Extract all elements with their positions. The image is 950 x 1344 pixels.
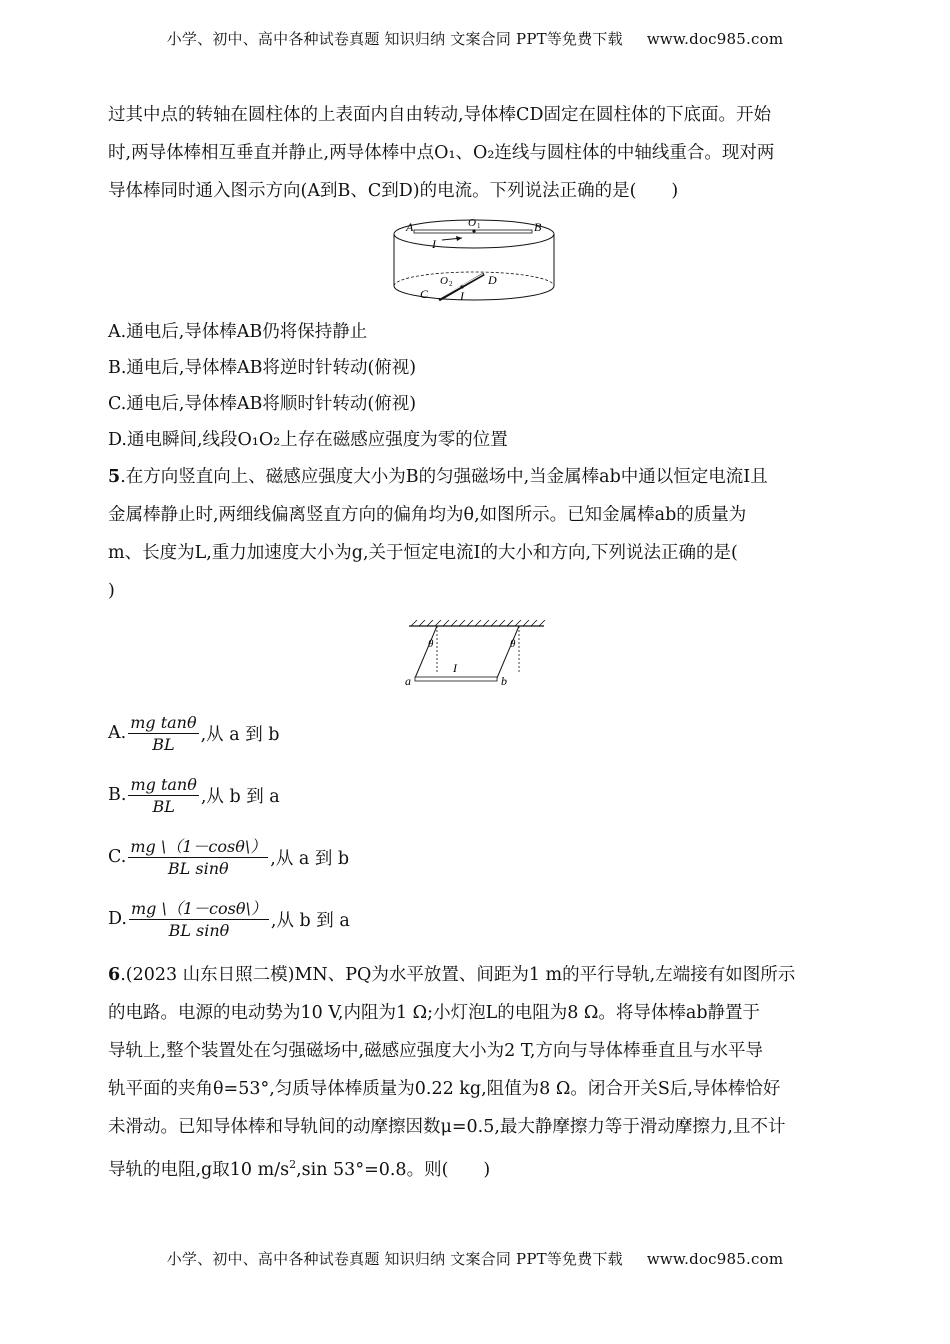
q4-option-c: C.通电后,导体棒AB将顺时针转动(俯视) (108, 394, 417, 414)
q5-option-a-den: BL (152, 734, 175, 754)
q4-fig-label-a: A (406, 220, 414, 234)
q5-fig-label-i: I (453, 661, 457, 675)
q4-option-a: A.通电后,导体棒AB仍将保持静止 (108, 322, 368, 342)
q5-option-c-letter: C. (108, 847, 127, 867)
q4-option-b: B.通电后,导体棒AB将逆时针转动(俯视) (108, 358, 417, 378)
footer-text: 小学、初中、高中各种试卷真题 知识归纳 文案合同 PPT等免费下载 (166, 1250, 623, 1268)
q4-fig-label-i-top: I (432, 237, 436, 251)
q5-option-d-letter: D. (108, 909, 127, 929)
q5-option-b (108, 764, 840, 826)
q6-line-6-sup: 2 (289, 1158, 297, 1171)
q5-fig-theta-right: θ (510, 638, 516, 650)
q5-option-b-tail: ,从 b 到 a (200, 786, 280, 807)
q4-option-d: D.通电瞬间,线段O₁O₂上存在磁感应强度为零的位置 (108, 430, 508, 450)
q5-option-c-tail: ,从 a 到 b (270, 848, 350, 869)
page-footer (0, 1248, 950, 1269)
q5-option-a (108, 702, 840, 764)
q5-option-b-letter: B. (108, 785, 127, 805)
q4-line-1: 过其中点的转轴在圆柱体的上表面内自由转动,导体棒CD固定在圆柱体的下底面。开始 (108, 105, 771, 125)
q4-fig-label-i-bot: I (460, 289, 464, 303)
q4-fig-label-c: C (420, 287, 429, 301)
q6-line-6a: 导轨的电阻,g取10 m/s (108, 1160, 290, 1180)
q5-figure-rod (399, 616, 549, 696)
q4-figure-cylinder (384, 214, 564, 310)
q5-option-d (108, 888, 840, 950)
q4-line-3: 导体棒同时通入图示方向(A到B、C到D)的电流。下列说法正确的是( ) (108, 181, 679, 201)
q6-line-6b: ,sin 53°=0.8。则( ) (296, 1160, 491, 1180)
q5-option-d-num: mg \（1－cosθ\） (130, 898, 267, 918)
header-text: 小学、初中、高中各种试卷真题 知识归纳 文案合同 PPT等免费下载 (166, 30, 623, 48)
q4-fig-label-o2-sub: 2 (449, 280, 453, 288)
q5-number: 5 (108, 467, 121, 487)
q5-line-4: ) (108, 581, 115, 601)
q5-line-2: 金属棒静止时,两细线偏离竖直方向的偏角均为θ,如图所示。已知金属棒ab的质量为 (108, 505, 747, 525)
q5-option-a-fraction (128, 712, 198, 755)
q6-number: 6 (108, 965, 121, 985)
header-site: www.doc985.com (646, 30, 784, 48)
q6-line-6 (108, 1146, 840, 1189)
page-header (0, 28, 950, 49)
q4-fig-label-o1-sub: 1 (477, 222, 481, 230)
footer-site: www.doc985.com (646, 1250, 784, 1268)
q4-fig-label-o1: O (468, 217, 476, 229)
q6-line-1 (108, 956, 840, 994)
q5-option-d-den: BL sinθ (168, 920, 230, 940)
q6-line-1-text: .(2023 山东日照二模)MN、PQ为水平放置、间距为1 m的平行导轨,左端接有如图所示 (120, 965, 796, 985)
q5-option-b-den: BL (152, 796, 175, 816)
q5-line-1-text: .在方向竖直向上、磁感应强度大小为B的匀强磁场中,当金属棒ab中通以恒定电流I且 (120, 467, 768, 487)
q5-line-3: m、长度为L,重力加速度大小为g,关于恒定电流I的大小和方向,下列说法正确的是( (108, 543, 738, 563)
q5-option-c-fraction (128, 836, 268, 879)
q5-option-a-tail: ,从 a 到 b (200, 724, 280, 745)
q5-option-a-letter: A. (108, 723, 127, 743)
q4-fig-label-d: D (488, 273, 497, 287)
q5-option-a-num: mg tanθ (130, 712, 197, 732)
q5-fig-label-a: a (405, 674, 411, 688)
q6-line-2: 的电路。电源的电动势为10 V,内阻为1 Ω;小灯泡L的电阻为8 Ω。将导体棒ab静置于 (108, 1003, 761, 1023)
q5-option-b-fraction (128, 774, 198, 817)
page-content (108, 96, 840, 1189)
q6-line-4: 轨平面的夹角θ=53°,匀质导体棒质量为0.22 kg,阻值为8 Ω。闭合开关S后,导体棒恰好 (108, 1079, 781, 1099)
q5-line-1 (108, 458, 840, 496)
q4-line-2: 时,两导体棒相互垂直并静止,两导体棒中点O₁、O₂连线与圆柱体的中轴线重合。现对两 (108, 143, 775, 163)
q4-fig-label-b: B (534, 220, 542, 234)
q5-option-c-den: BL sinθ (167, 858, 229, 878)
q4-fig-label-o2: O (440, 275, 448, 287)
q5-fig-label-b: b (501, 674, 507, 688)
q5-option-d-tail: ,从 b 到 a (270, 910, 350, 931)
q5-option-d-fraction (129, 898, 269, 941)
q5-option-c-num: mg \（1－cosθ\） (130, 836, 267, 856)
q5-option-b-num: mg tanθ (130, 774, 197, 794)
q6-line-3: 导轨上,整个装置处在匀强磁场中,磁感应强度大小为2 T,方向与导体棒垂直且与水平导 (108, 1041, 763, 1061)
q5-fig-theta-left: θ (428, 638, 434, 650)
q6-line-5: 未滑动。已知导体棒和导轨间的动摩擦因数μ=0.5,最大静摩擦力等于滑动摩擦力,且不计 (108, 1117, 786, 1137)
q5-option-c (108, 826, 840, 888)
